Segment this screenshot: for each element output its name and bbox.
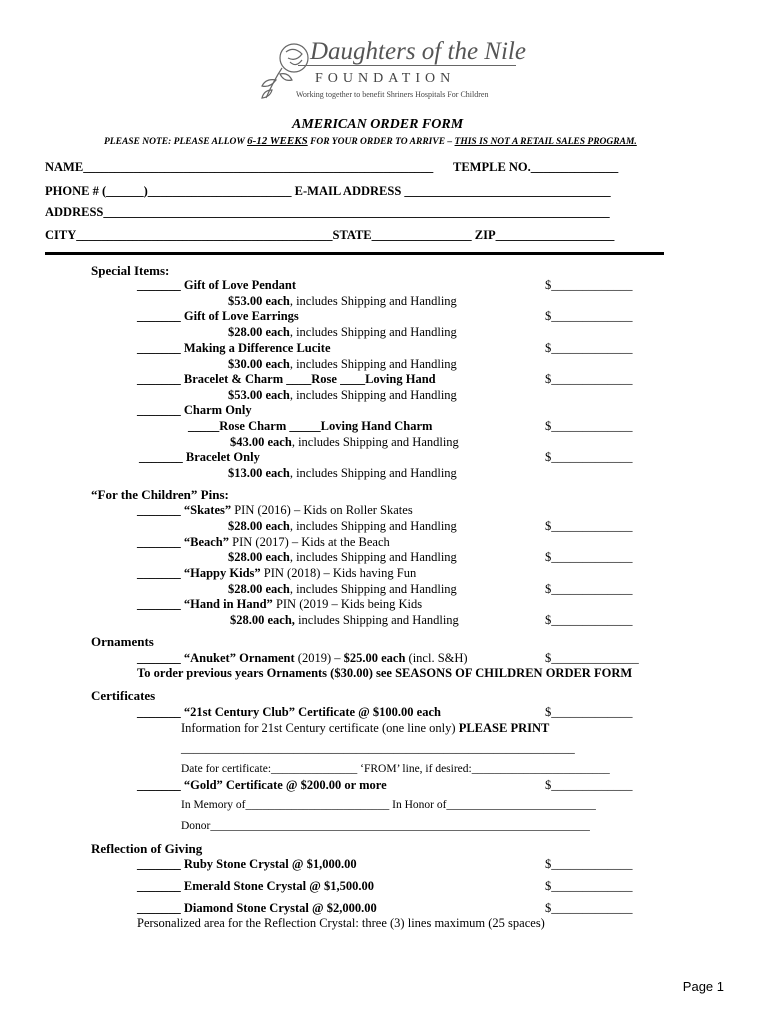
diamond-crystal-item[interactable]: _______ Diamond Stone Crystal @ $2,000.00 [137,901,377,915]
beach-pin-amount[interactable]: $_____________ [545,550,633,564]
certificate-date-from-field[interactable]: Date for certificate:_______________ ‘FROM’ line, if desired:________________________ [181,763,610,775]
pendant-item[interactable]: _______ Gift of Love Pendant [137,278,297,292]
anuket-ornament-amount[interactable]: $______________ [545,651,639,665]
beach-pin-item[interactable]: _______ “Beach” PIN (2017) – Kids at the Beach [137,535,390,549]
happy-kids-pin-item[interactable]: _______ “Happy Kids” PIN (2018) – Kids having Fun [137,566,417,580]
special-items-heading: Special Items: [91,263,170,278]
donor-field[interactable]: Donor__________________________________________________________________ [181,820,590,832]
bracelet-only-price: $13.00 each, includes Shipping and Handling [228,466,457,480]
century-club-certificate-item[interactable]: _______ “21st Century Club” Certificate @ $100.00 each [137,705,441,719]
charm-only-item[interactable]: _______ Charm Only [137,403,252,417]
charm-only-price: $43.00 each, includes Shipping and Handling [230,435,459,449]
hand-in-hand-pin-price: $28.00 each, includes Shipping and Handling [230,613,459,627]
earrings-amount[interactable]: $_____________ [545,309,633,323]
emerald-crystal-amount[interactable]: $_____________ [545,879,633,893]
emerald-crystal-item[interactable]: _______ Emerald Stone Crystal @ $1,500.00 [137,879,374,893]
divider [45,252,664,255]
diamond-crystal-amount[interactable]: $_____________ [545,901,633,915]
hand-in-hand-pin-amount[interactable]: $_____________ [545,613,633,627]
century-info: Information for 21st Century certificate (one line only) PLEASE PRINT [181,721,550,735]
previous-ornaments-note: To order previous years Ornaments ($30.00) see SEASONS OF CHILDREN ORDER FORM [137,666,633,680]
century-info-line[interactable]: _______________________________________________________________ [181,741,575,755]
ruby-crystal-amount[interactable]: $_____________ [545,857,633,871]
phone-email-field[interactable]: PHONE # (______)_______________________ E-MAIL ADDRESS _________________________________ [45,184,611,198]
charm-options[interactable]: _____Rose Charm _____Loving Hand Charm [188,419,433,433]
lucite-amount[interactable]: $_____________ [545,341,633,355]
certificates-heading: Certificates [91,688,156,703]
pins-heading: “For the Children” Pins: [91,487,229,502]
memory-honor-field[interactable]: In Memory of_________________________ In Honor of__________________________ [181,799,596,811]
gold-certificate-item[interactable]: _______ “Gold” Certificate @ $200.00 or more [137,778,387,792]
page-number: Page 1 [682,979,724,994]
bracelet-only-item[interactable]: _______ Bracelet Only [139,450,260,464]
pendant-amount[interactable]: $_____________ [545,278,633,292]
logo-name: Daughters of the Nile [310,38,526,65]
ornaments-heading: Ornaments [91,634,154,649]
logo-foundation: FOUNDATION [315,71,456,86]
logo-rule [298,65,516,66]
happy-kids-pin-price: $28.00 each, includes Shipping and Handling [228,582,457,596]
lucite-price: $30.00 each, includes Shipping and Handling [228,357,457,371]
order-note: PLEASE NOTE: PLEASE ALLOW 6-12 WEEKS FOR YOUR ORDER TO ARRIVE – THIS IS NOT A RETAIL SALES PROGRAM. [104,135,637,147]
reflection-heading: Reflection of Giving [91,841,203,856]
lucite-item[interactable]: _______ Making a Difference Lucite [137,341,331,355]
city-state-zip-field[interactable]: CITY_________________________________________STATE________________ ZIP___________________ [45,228,615,242]
temple-number-field[interactable]: TEMPLE NO.______________ [453,160,619,174]
charm-only-amount[interactable]: $_____________ [545,419,633,433]
earrings-item[interactable]: _______ Gift of Love Earrings [137,309,299,323]
hand-in-hand-pin-item[interactable]: _______ “Hand in Hand” PIN (2019 – Kids being Kids [137,597,423,611]
bracelet-only-amount[interactable]: $_____________ [545,450,633,464]
skates-pin-item[interactable]: _______ “Skates” PIN (2016) – Kids on Roller Skates [137,503,413,517]
address-field[interactable]: ADDRESS_________________________________________________________________________________ [45,205,610,219]
skates-pin-price: $28.00 each, includes Shipping and Handling [228,519,457,533]
earrings-price: $28.00 each, includes Shipping and Handling [228,325,457,339]
logo-tagline: Working together to benefit Shriners Hospitals For Children [296,90,489,99]
pendant-price: $53.00 each, includes Shipping and Handling [228,294,457,308]
gold-certificate-amount[interactable]: $_____________ [545,778,633,792]
century-club-certificate-amount[interactable]: $_____________ [545,705,633,719]
beach-pin-price: $28.00 each, includes Shipping and Handling [228,550,457,564]
anuket-ornament-item[interactable]: _______ “Anuket” Ornament (2019) – $25.00 each (incl. S&H) [137,651,468,665]
ruby-crystal-item[interactable]: _______ Ruby Stone Crystal @ $1,000.00 [137,857,357,871]
skates-pin-amount[interactable]: $_____________ [545,519,633,533]
form-title: AMERICAN ORDER FORM [292,117,464,132]
name-field[interactable]: NAME________________________________________________________ [45,160,434,174]
bracelet-charm-amount[interactable]: $_____________ [545,372,633,386]
happy-kids-pin-amount[interactable]: $_____________ [545,582,633,596]
bracelet-charm-item[interactable]: _______ Bracelet & Charm ____Rose ____Loving Hand [137,372,436,386]
reflection-note: Personalized area for the Reflection Crystal: three (3) lines maximum (25 spaces) [137,916,545,930]
bracelet-charm-price: $53.00 each, includes Shipping and Handling [228,388,457,402]
